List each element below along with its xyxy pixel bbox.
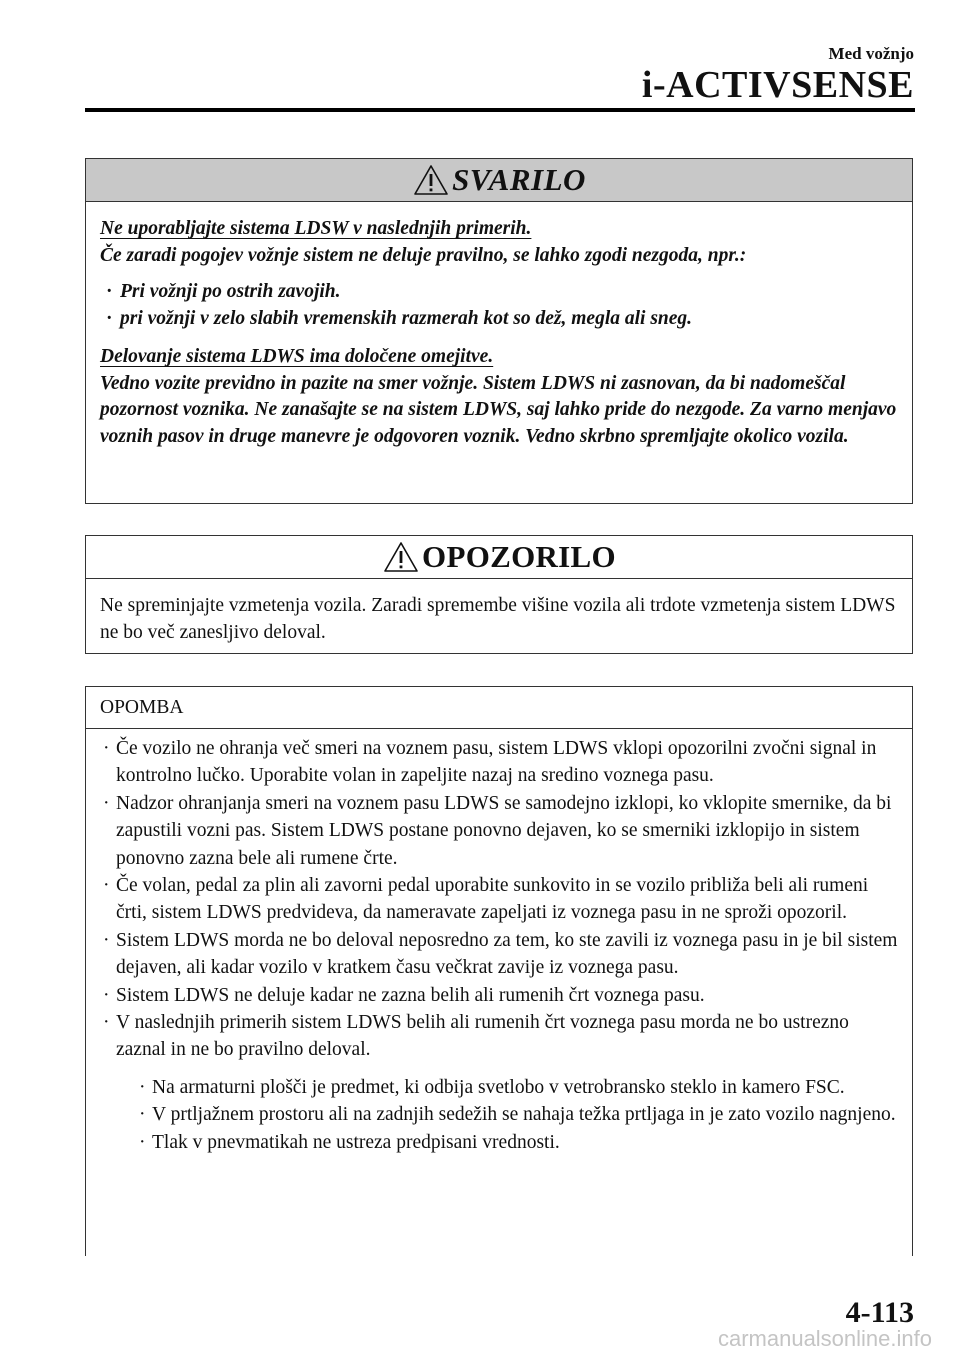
warning-list xyxy=(100,279,898,332)
warning-heading-1: Ne uporabljajte sistema LDSW v naslednjih primerih. xyxy=(100,218,532,239)
sub-list-item: · V prtljažnem prostoru ali na zadnjih sedežih se nahaja težka prtljaga in je zato vozilo nagnjeno. xyxy=(136,1101,900,1128)
watermark: carmanualsonline.info xyxy=(717,1326,932,1351)
warning-triangle-icon xyxy=(382,540,420,574)
note-header xyxy=(86,687,912,729)
warning-title: SVARILO xyxy=(452,162,586,197)
caution-title: OPOZORILO xyxy=(422,539,616,574)
note-sublist xyxy=(100,1074,900,1156)
caution-text: Ne spreminjajte vzmetenja vozila. Zaradi spremembe višine vozila ali trdote vzmetenja sistem LDWS ne bo več zanesljivo deloval. xyxy=(100,595,896,643)
caution-header xyxy=(86,536,912,579)
header-rule xyxy=(85,108,915,112)
list-item: · Sistem LDWS ne deluje kadar ne zazna belih ali rumenih črt voznega pasu. xyxy=(100,982,900,1009)
list-item: · Če volan, pedal za plin ali zavorni pedal uporabite sunkovito in se vozilo približa beli ali rumeni črti, sistem LDWS predvideva, da nameravate zapeljati iz voznega pasu in ne sproži opozoril. xyxy=(100,872,900,927)
warning-box xyxy=(85,158,913,504)
warning-text-2: Vedno vozite previdno in pazite na smer vožnje. Sistem LDWS ni zasnovan, da bi nadomeščal pozornost voznika. Ne zanašajte se na sistem LDWS, saj lahko pride do nezgode. Za varno menjavo voznih pasov in druge manevre je odgovoren voznik. Vedno skrbno spremljajte okolico vozila. xyxy=(100,372,897,447)
list-item: · Sistem LDWS morda ne bo deloval neposredno za tem, ko ste zavili iz voznega pasu in je bil sistem dejaven, ali kadar vozilo v kratkem času večkrat zavije iz voznega pasu. xyxy=(100,927,900,982)
page-number: 4-113 xyxy=(845,1296,914,1329)
sub-list-item: · Tlak v pnevmatikah ne ustreza predpisani vrednosti. xyxy=(136,1129,900,1156)
note-list xyxy=(100,735,900,1064)
note-body xyxy=(86,729,912,1156)
warning-triangle-icon xyxy=(412,163,450,197)
list-item: · Pri vožnji po ostrih zavojih. xyxy=(100,279,898,306)
list-item: · pri vožnji v zelo slabih vremenskih razmerah kot so dež, megla ali sneg. xyxy=(100,306,898,333)
warning-body xyxy=(86,202,912,450)
warning-heading-2: Delovanje sistema LDWS ima določene omejitve. xyxy=(100,346,494,367)
caution-box xyxy=(85,535,913,654)
warning-header xyxy=(86,159,912,202)
warning-text-1: Če zaradi pogojev vožnje sistem ne deluje pravilno, se lahko zgodi nezgoda, npr.: xyxy=(100,244,747,266)
list-item: · Nadzor ohranjanja smeri na voznem pasu LDWS se samodejno izklopi, ko vklopite smernike, da bi zapustili vozni pas. Sistem LDWS postane ponovno dejaven, ko se smerniki izklopijo in sistem ponovno zazna bele ali rumene črte. xyxy=(100,790,900,872)
chapter-title: i-ACTIVSENSE xyxy=(641,64,914,106)
sub-list-item: · Na armaturni plošči je predmet, ki odbija svetlobo v vetrobransko steklo in kamero FSC. xyxy=(136,1074,900,1101)
section-name: Med vožnjo xyxy=(828,44,914,63)
note-box xyxy=(85,686,913,1256)
list-item: · V naslednjih primerih sistem LDWS belih ali rumenih črt voznega pasu morda ne bo ustrezno zaznal in ne bo pravilno deloval. xyxy=(100,1009,900,1064)
page-header xyxy=(642,44,914,106)
note-title: OPOMBA xyxy=(100,696,184,718)
list-item: · Če vozilo ne ohranja več smeri na voznem pasu, sistem LDWS vklopi opozorilni zvočni signal in kontrolno lučko. Uporabite volan in zapeljite nazaj na sredino voznega pasu. xyxy=(100,735,900,790)
